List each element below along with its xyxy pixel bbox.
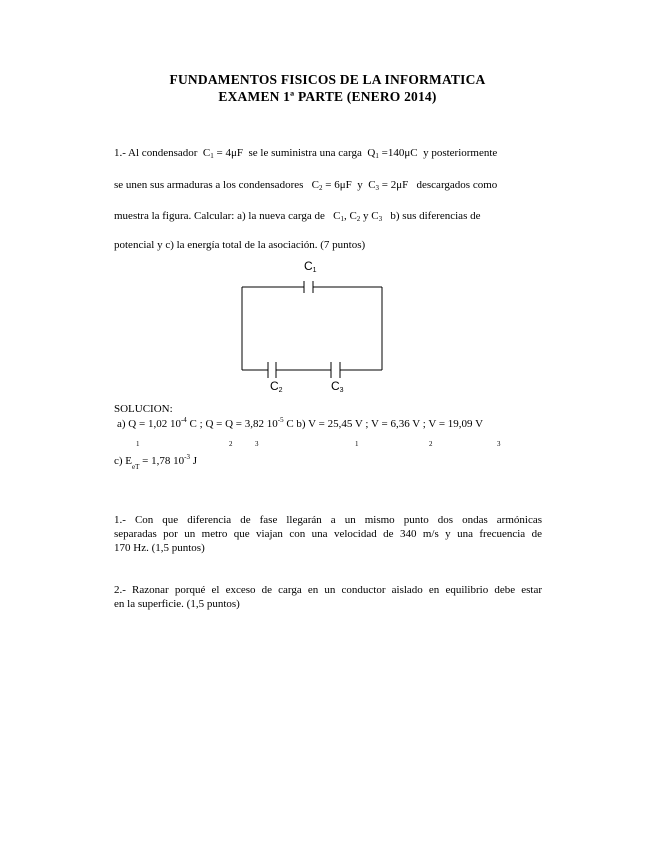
sub-q3: 3 <box>255 440 259 448</box>
caps-list: $C_1$, $C_2$ y $C_3$ <box>333 210 383 223</box>
sub-q1: 1 <box>136 440 140 448</box>
q3-line-1: 2.- Razonar porqué el exceso de carga en un conductor aislado en equilibrio debe estar <box>114 584 542 596</box>
c2-symbol: $C_2 = 6\mu F$ <box>311 179 352 192</box>
solution-line-c: c) $E_{eT} = 1,78$ $10^{-3}$ J <box>114 453 197 471</box>
sub-q2: 2 <box>229 440 233 448</box>
q1-text: descargados como <box>416 179 498 191</box>
q1-line-4: potencial y c) la energía total de la asociación. (7 puntos) <box>114 239 366 251</box>
solution-heading: SOLUCION: <box>114 403 173 415</box>
solution-line-a: a) Q = 1,02 $10^{-4}$ C ; Q = Q = 3,82 $10^{-5}$ C b) V = 25,45 V ; V = 6,36 V ; V = 19,09 V <box>117 416 484 430</box>
q2-line-3: 170 Hz. (1,5 puntos) <box>114 542 205 554</box>
q1-text: y posteriormente <box>423 147 498 159</box>
c3-symbol: $C_3 = 2\mu F$ <box>368 179 409 192</box>
c2-label: $C_2$ <box>270 379 283 394</box>
q1-text: y <box>357 179 363 191</box>
q1-text: muestra la figura. Calcular: a) la nueva carga de <box>114 210 325 222</box>
c1-symbol: $C_1 = 4\mu F$ <box>202 147 243 160</box>
q3-line-2: en la superficie. (1,5 puntos) <box>114 598 240 610</box>
sub-v2: 2 <box>429 440 433 448</box>
q3-block <box>114 583 542 611</box>
q1-text: b) sus diferencias de <box>390 210 481 222</box>
q1-text: se unen sus armaduras a los condensadores <box>114 179 304 191</box>
sub-v1: 1 <box>355 440 359 448</box>
q2-line-1: 1.- Con que diferencia de fase llegarán a un mismo punto dos ondas armónicas <box>114 514 542 526</box>
q2-line-2: separadas por un metro que viajan con una velocidad de 340 m/s y una frecuencia de <box>114 528 542 540</box>
sub-v3: 3 <box>497 440 501 448</box>
q1-text: se le suministra una carga <box>248 147 362 159</box>
c1-label: $C_1$ <box>304 259 317 274</box>
c3-label: $C_3$ <box>331 379 344 394</box>
exam-title: FUNDAMENTOS FISICOS DE LA INFORMATICA <box>169 72 486 87</box>
q2-block <box>114 513 542 555</box>
exam-subtitle: EXAMEN 1ª PARTE (ENERO 2014) <box>218 89 437 104</box>
q1-text: 1.- Al condensador <box>114 147 198 159</box>
q1-symbol: $Q_1 =140\mu C$ <box>367 147 418 160</box>
